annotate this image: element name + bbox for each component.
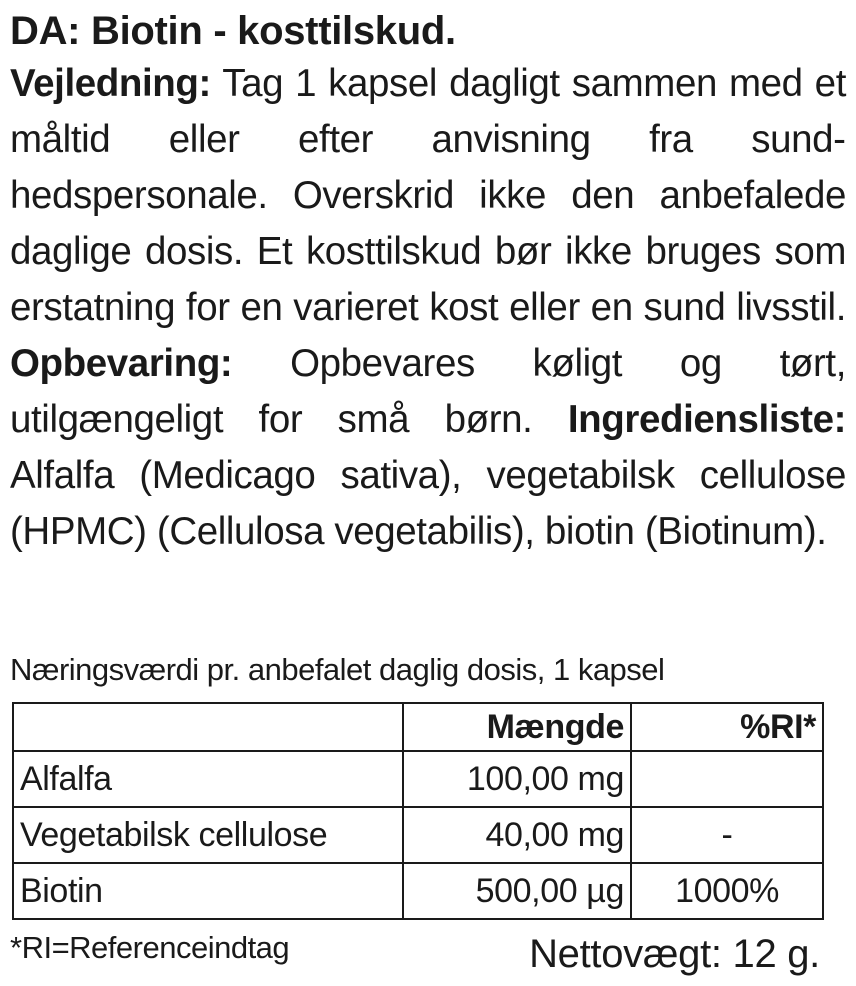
guidance-heading: Vejledning: xyxy=(10,62,211,105)
nutrition-caption: Næringsværdi pr. anbefalet daglig dosis, 1 kapsel xyxy=(10,652,665,687)
row-ri: - xyxy=(631,807,823,863)
storage-heading: Opbevaring: xyxy=(10,342,233,385)
row-name: Vegetabilsk cellulose xyxy=(13,807,403,863)
ingredients-text: Alfalfa (Medicago sativa), vegetabilsk cellulose (HPMC) (Cellulosa vegetabilis), biotin (Biotinum). xyxy=(10,454,846,553)
table-row xyxy=(13,807,823,863)
supplement-label xyxy=(10,6,846,560)
net-weight: Nettovægt: 12 g. xyxy=(529,932,820,976)
label-body xyxy=(10,56,846,560)
row-amount: 40,00 mg xyxy=(403,807,631,863)
header-name xyxy=(13,703,403,751)
nutrition-header-row xyxy=(13,703,823,751)
guidance-text: Tag 1 kapsel dagligt sammen med et måltid eller efter anvisning fra sundhedspersonale. Overskrid ikke den anbefalede daglige dosis. Et kosttilskud bør ikke bruges som erstatning for en varieret kost eller en sund livsstil. xyxy=(10,62,846,329)
row-ri: 1000% xyxy=(631,863,823,919)
ingredients-heading: Ingrediensliste: xyxy=(567,398,846,441)
storage-text: Opbevares køligt og tørt, utilgængeligt for små børn. xyxy=(10,342,846,441)
row-name: Alfalfa xyxy=(13,751,403,807)
row-amount: 100,00 mg xyxy=(403,751,631,807)
header-ri: %RI* xyxy=(631,703,823,751)
row-name: Biotin xyxy=(13,863,403,919)
header-amount: Mængde xyxy=(403,703,631,751)
table-row xyxy=(13,751,823,807)
row-ri xyxy=(631,751,823,807)
table-row xyxy=(13,863,823,919)
nutrition-table xyxy=(12,702,824,920)
label-title: DA: Biotin - kosttilskud. xyxy=(10,9,456,53)
row-amount: 500,00 µg xyxy=(403,863,631,919)
ri-footnote: *RI=Referenceindtag xyxy=(10,930,290,965)
